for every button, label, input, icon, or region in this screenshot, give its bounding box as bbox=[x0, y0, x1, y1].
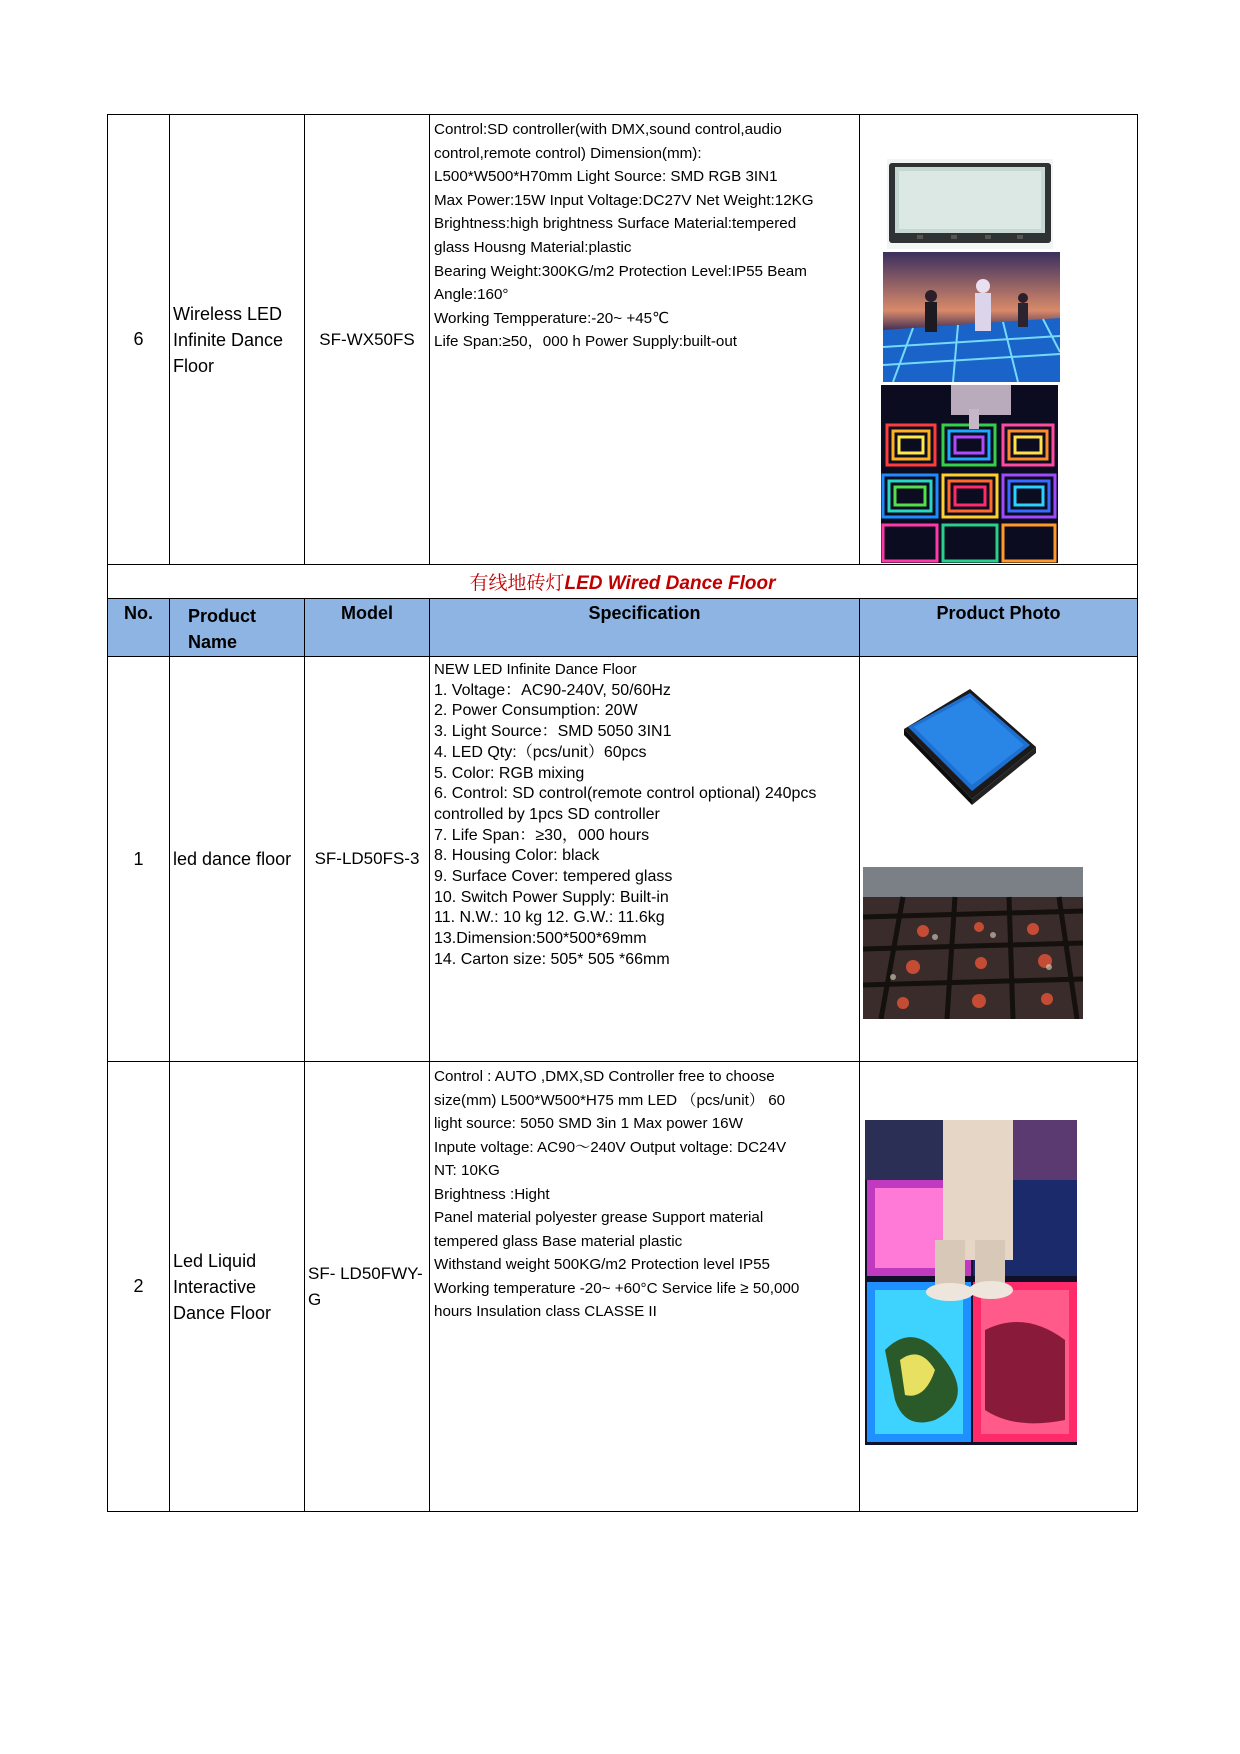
product-photo bbox=[883, 252, 1060, 382]
spec-line: Working Tempperature:-20~ +45℃ bbox=[434, 309, 670, 327]
spec-line: 10. Switch Power Supply: Built-in bbox=[434, 888, 669, 906]
product-name bbox=[170, 115, 305, 565]
table-row bbox=[108, 115, 1138, 565]
product-photo bbox=[865, 1120, 1077, 1445]
table-header bbox=[108, 599, 1138, 657]
row-number: 2 bbox=[108, 1062, 170, 1512]
spec-line: 3. Light Source：SMD 5050 3IN1 bbox=[434, 723, 672, 741]
spec-line: tempered glass Base material plastic bbox=[434, 1232, 683, 1250]
spec-line: Panel material polyester grease Support material bbox=[434, 1209, 764, 1226]
product-name-line: Interactive bbox=[173, 1276, 257, 1297]
table-row bbox=[108, 657, 1138, 1062]
header-product-name bbox=[170, 599, 305, 657]
product-name-line: Wireless LED bbox=[173, 303, 283, 324]
spec-line: L500*W500*H70mm Light Source: SMD RGB 3IN1 bbox=[434, 168, 778, 186]
spec-line: Brightness :Hight bbox=[434, 1185, 550, 1203]
product-name bbox=[170, 1062, 305, 1512]
product-model-line: G bbox=[308, 1289, 322, 1309]
spec-line: Inpute voltage: AC90～240V Output voltage: DC24V bbox=[434, 1138, 787, 1156]
section-title-en: LED Wired Dance Floor bbox=[564, 573, 776, 594]
table-row bbox=[108, 1062, 1138, 1512]
product-table bbox=[107, 114, 1138, 1512]
spec-line: 7. Life Span：≥30，000 hours bbox=[434, 826, 650, 844]
spec-line: Bearing Weight:300KG/m2 Protection Level:IP55 Beam bbox=[434, 262, 807, 280]
product-spec bbox=[430, 657, 860, 1062]
header-specification: Specification bbox=[430, 599, 860, 657]
product-photo bbox=[863, 867, 1083, 1019]
spec-line: 8. Housing Color: black bbox=[434, 847, 600, 865]
spec-line: 14. Carton size: 505* 505 *66mm bbox=[434, 950, 670, 968]
section-banner bbox=[108, 565, 1138, 599]
spec-line: 4. LED Qty:（pcs/unit）60pcs bbox=[434, 743, 647, 761]
product-name: led dance floor bbox=[170, 657, 305, 1062]
product-photo bbox=[881, 385, 1058, 563]
spec-line: control,remote control) Dimension(mm): bbox=[434, 144, 702, 162]
header-model: Model bbox=[305, 599, 430, 657]
product-name-line: Infinite Dance bbox=[173, 329, 284, 350]
row-number: 1 bbox=[108, 657, 170, 1062]
header-name-line: Product bbox=[188, 606, 257, 626]
product-name-line: Floor bbox=[173, 355, 215, 376]
product-name-line: Dance Floor bbox=[173, 1302, 272, 1323]
product-model: SF-LD50FS-3 bbox=[305, 657, 430, 1062]
spec-line: 1. Voltage：AC90-240V, 50/60Hz bbox=[434, 681, 671, 699]
spec-line: Control:SD controller(with DMX,sound control,audio bbox=[434, 121, 782, 138]
product-model bbox=[305, 1062, 430, 1512]
header-name-line: Name bbox=[188, 632, 238, 652]
spec-line: controlled by 1pcs SD controller bbox=[434, 805, 660, 823]
product-photo-cell bbox=[860, 115, 1138, 565]
spec-line: 9. Surface Cover: tempered glass bbox=[434, 868, 673, 886]
product-photo bbox=[900, 687, 1040, 807]
row-number: 6 bbox=[108, 115, 170, 565]
header-product-photo: Product Photo bbox=[860, 599, 1138, 657]
spec-line: Angle:160° bbox=[434, 286, 509, 304]
product-model-line: SF- LD50FWY- bbox=[308, 1263, 423, 1283]
product-photo-cell bbox=[860, 657, 1138, 1062]
product-photo-cell bbox=[860, 1062, 1138, 1512]
spec-line: 2. Power Consumption: 20W bbox=[434, 702, 638, 720]
spec-line: 13.Dimension:500*500*69mm bbox=[434, 930, 647, 948]
product-photo bbox=[887, 159, 1053, 249]
spec-line: Life Span:≥50，000 h Power Supply:built-out bbox=[434, 333, 737, 351]
product-spec bbox=[430, 1062, 860, 1512]
spec-line: 11. N.W.: 10 kg 12. G.W.: 11.6kg bbox=[434, 909, 665, 927]
section-banner-row bbox=[108, 565, 1138, 599]
spec-line: Withstand weight 500KG/m2 Protection level IP55 bbox=[434, 1256, 770, 1273]
product-spec bbox=[430, 115, 860, 565]
header-no: No. bbox=[108, 599, 170, 657]
product-sheet bbox=[107, 114, 1137, 1512]
product-name-line: Led Liquid bbox=[173, 1250, 257, 1271]
spec-line: Control : AUTO ,DMX,SD Controller free to choose bbox=[434, 1068, 775, 1085]
spec-line: size(mm) L500*W500*H75 mm LED （pcs/unit） 60 bbox=[434, 1091, 786, 1109]
spec-line: NT: 10KG bbox=[434, 1162, 500, 1179]
section-title-cn: 有线地砖灯 bbox=[469, 573, 565, 594]
spec-line: light source: 5050 SMD 3in 1 Max power 16W bbox=[434, 1115, 743, 1132]
spec-line: NEW LED Infinite Dance Floor bbox=[434, 661, 637, 678]
spec-line: 6. Control: SD control(remote control optional) 240pcs bbox=[434, 785, 817, 803]
spec-line: Working temperature -20~ +60°C Service life ≥ 50,000 bbox=[434, 1279, 800, 1297]
spec-line: Max Power:15W Input Voltage:DC27V Net Weight:12KG bbox=[434, 191, 814, 209]
spec-line: hours Insulation class CLASSE II bbox=[434, 1303, 657, 1320]
spec-line: Brightness:high brightness Surface Material:tempered bbox=[434, 215, 797, 233]
spec-line: glass Housng Material:plastic bbox=[434, 238, 632, 256]
product-model: SF-WX50FS bbox=[305, 115, 430, 565]
spec-line: 5. Color: RGB mixing bbox=[434, 764, 585, 782]
